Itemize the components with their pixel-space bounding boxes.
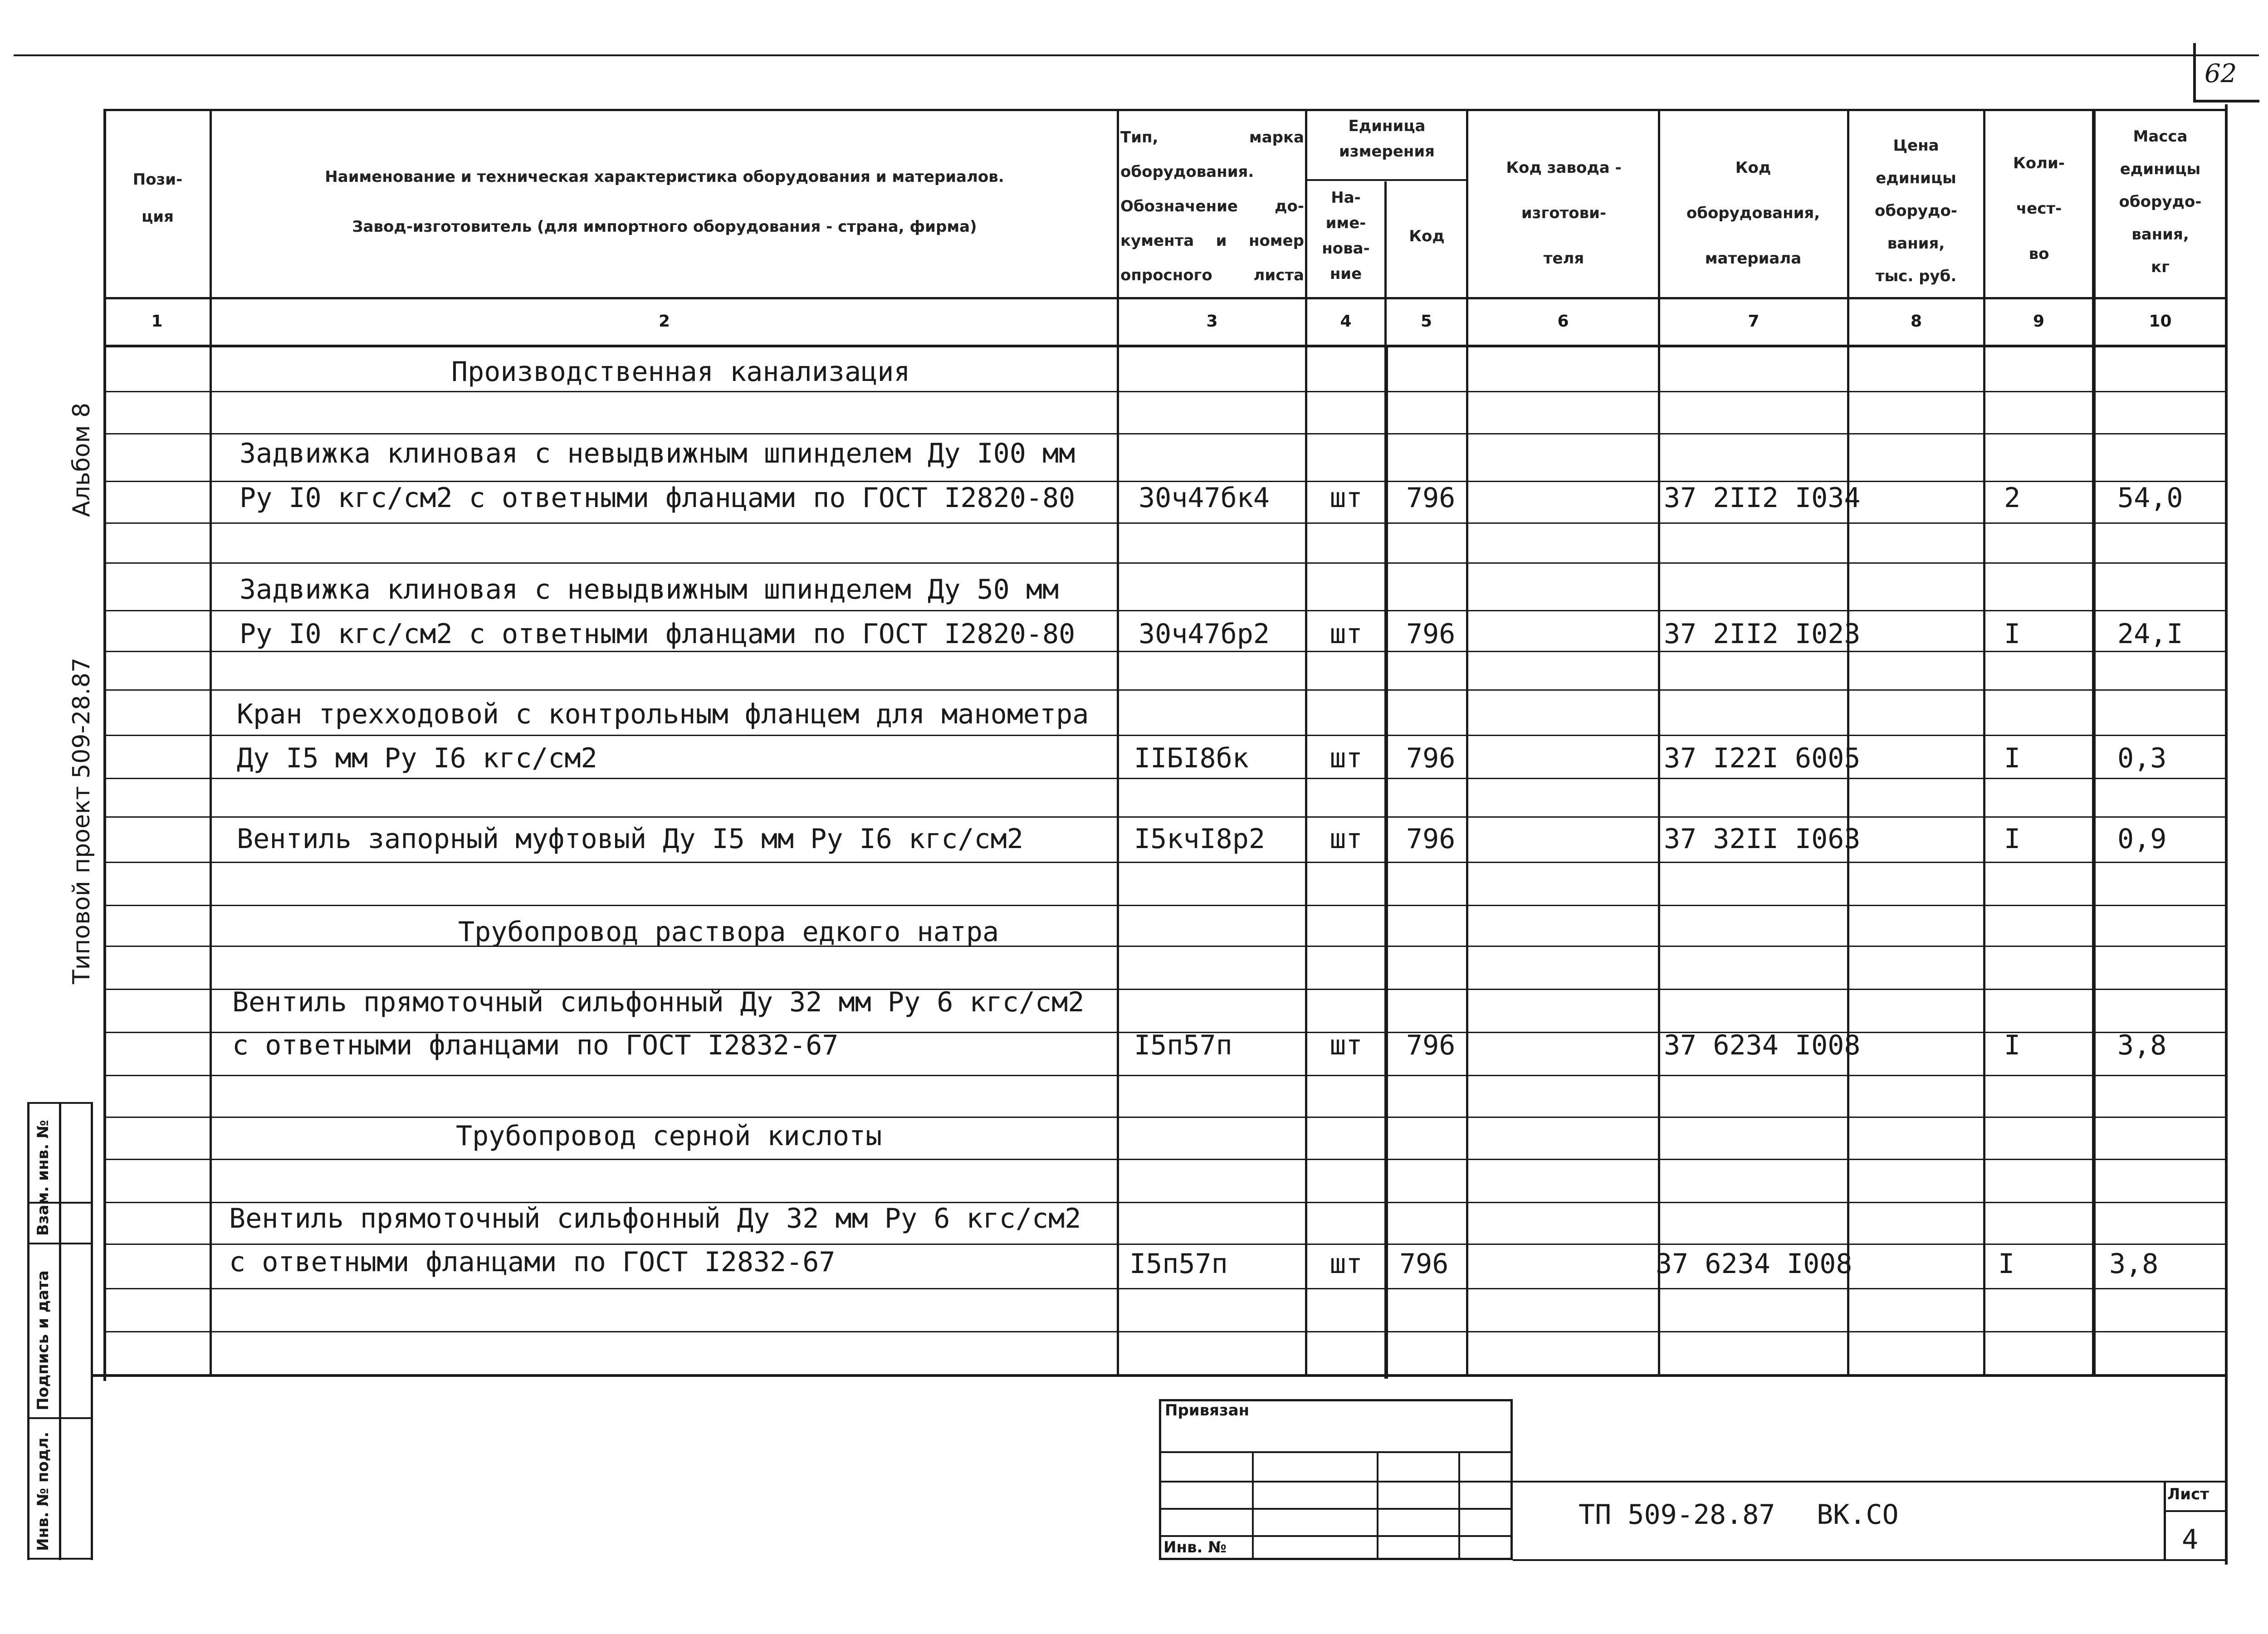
item-name-line: Задвижка клиновая с невыдвижным шпинделем Ду 50 мм bbox=[240, 574, 1059, 605]
item-mass: 3,8 bbox=[2117, 1029, 2167, 1061]
col-number: 8 bbox=[1910, 312, 1922, 331]
row-line bbox=[103, 1331, 2226, 1332]
item-unit-code: 796 bbox=[1399, 1248, 1449, 1280]
row-line bbox=[103, 946, 2226, 947]
header-price: Цена единицы оборудо- вания, тыс. руб. bbox=[1875, 137, 1957, 285]
unit-subheader-line bbox=[1305, 179, 1468, 181]
row-line bbox=[103, 735, 2226, 736]
item-type: I5п57п bbox=[1134, 1029, 1232, 1061]
header-unit-code: Код bbox=[1409, 227, 1445, 245]
row-line bbox=[103, 522, 2226, 524]
item-type: I5п57п bbox=[1129, 1248, 1228, 1280]
item-mass: 0,9 bbox=[2117, 823, 2167, 855]
item-mass: 0,3 bbox=[2117, 742, 2167, 774]
col-number: 2 bbox=[658, 312, 670, 331]
item-name-line: Вентиль прямоточный сильфонный Ду 32 мм Ру 6 кгс/см2 bbox=[229, 1203, 1081, 1234]
item-type: 30ч47бр2 bbox=[1139, 618, 1270, 650]
item-quantity: I bbox=[1998, 1248, 2015, 1280]
item-equipment-code: 37 I22I 6005 bbox=[1664, 742, 1861, 774]
item-type: I5кчI8р2 bbox=[1134, 823, 1265, 855]
row-line bbox=[103, 1117, 2226, 1118]
col-number: 9 bbox=[2033, 312, 2045, 331]
stamp-replace-label: Взам. инв. № bbox=[34, 1120, 52, 1236]
inv-number-label: Инв. № bbox=[1163, 1538, 1227, 1556]
item-quantity: I bbox=[2004, 618, 2021, 650]
col-number: 3 bbox=[1206, 312, 1218, 331]
item-type: IIБI8бк bbox=[1134, 742, 1249, 774]
col-number: 7 bbox=[1748, 312, 1760, 331]
item-name-line: Задвижка клиновая с невыдвижным шпинделем Ду I00 мм bbox=[240, 438, 1075, 469]
col-sep-5 bbox=[1466, 111, 1468, 1376]
table-top-border bbox=[103, 109, 2226, 111]
item-unit-code: 796 bbox=[1406, 1029, 1456, 1061]
item-name-line: с ответными фланцами по ГОСТ I2832-67 bbox=[232, 1029, 839, 1061]
item-type: 30ч47бк4 bbox=[1139, 482, 1270, 514]
item-name-line: Ду I5 мм Ру I6 кгс/см2 bbox=[237, 742, 597, 774]
row-line bbox=[103, 562, 2226, 564]
col-sep-3 bbox=[1305, 111, 1307, 1376]
item-unit-code: 796 bbox=[1406, 742, 1456, 774]
attached-col bbox=[1458, 1451, 1460, 1560]
row-line bbox=[103, 1244, 2226, 1245]
header-bottom-line-1 bbox=[103, 297, 2226, 299]
col-sep-9 bbox=[2092, 111, 2096, 1376]
side-album-label: Альбом 8 bbox=[68, 402, 95, 517]
col-sep-2 bbox=[1117, 111, 1119, 1376]
row-line bbox=[103, 778, 2226, 779]
header-manufacturer-code: Код завода - изготови- теля bbox=[1506, 159, 1622, 268]
item-unit-code: 796 bbox=[1406, 482, 1456, 514]
stamp-strip-line bbox=[27, 1243, 93, 1244]
header-mass: Масса единицы оборудо- вания, кг bbox=[2119, 127, 2202, 276]
row-line bbox=[103, 816, 2226, 818]
item-unit: шт bbox=[1330, 1248, 1363, 1280]
item-unit: шт bbox=[1330, 618, 1363, 650]
document-code: ТП 509-28.87 bbox=[1579, 1499, 1775, 1531]
item-mass: 54,0 bbox=[2117, 482, 2183, 514]
stamp-strip-line bbox=[27, 1558, 93, 1560]
title-bottom-line bbox=[1513, 1559, 2227, 1561]
header-bottom-line-2 bbox=[103, 345, 2226, 347]
stamp-inv-label: Инв. № подл. bbox=[34, 1431, 52, 1551]
stamp-strip-left bbox=[27, 1102, 29, 1560]
section-title: Трубопровод серной кислоты bbox=[456, 1120, 882, 1152]
attached-label: Привязан bbox=[1165, 1401, 1250, 1419]
col-sep-1 bbox=[210, 111, 212, 1376]
col-number: 5 bbox=[1420, 312, 1432, 331]
header-equipment-code: Код оборудования, материала bbox=[1686, 159, 1820, 268]
header-quantity: Коли- чест- во bbox=[2013, 154, 2065, 263]
item-mass: 24,I bbox=[2117, 618, 2183, 650]
row-line bbox=[103, 610, 2226, 611]
item-name-line: Ру I0 кгс/см2 с ответными фланцами по ГОСТ I2820-80 bbox=[240, 618, 1075, 650]
item-unit: шт bbox=[1330, 742, 1363, 774]
top-border-line bbox=[14, 54, 2259, 56]
row-line bbox=[103, 433, 2226, 434]
sheet-label: Лист bbox=[2167, 1485, 2209, 1503]
item-name-line: Вентиль прямоточный сильфонный Ду 32 мм Ру 6 кгс/см2 bbox=[232, 986, 1085, 1018]
stamp-strip-line bbox=[27, 1102, 93, 1104]
item-unit: шт bbox=[1330, 482, 1363, 514]
item-unit-code: 796 bbox=[1406, 823, 1456, 855]
table-left-border bbox=[103, 111, 106, 1381]
stamp-strip-mid bbox=[59, 1102, 61, 1560]
header-unit-name: На- име- нова- ние bbox=[1322, 189, 1370, 283]
item-quantity: I bbox=[2004, 823, 2021, 855]
item-quantity: I bbox=[2004, 742, 2021, 774]
attached-col bbox=[1252, 1451, 1254, 1560]
header-type: Тип, марка оборудования. Обозначение до- кумента и номер опросного листа bbox=[1120, 128, 1304, 284]
col-sep-6 bbox=[1658, 111, 1660, 1376]
row-line bbox=[103, 1159, 2226, 1160]
header-name: Наименование и техническая характеристика оборудования и материалов. Завод-изготовитель (для импортного оборудования - страна, фирма) bbox=[325, 168, 1004, 236]
row-line bbox=[103, 1288, 2226, 1289]
item-quantity: I bbox=[2004, 1029, 2021, 1061]
item-unit-code: 796 bbox=[1406, 618, 1456, 650]
item-unit: шт bbox=[1330, 823, 1363, 855]
header-position: Пози- ция bbox=[132, 171, 183, 226]
row-line bbox=[103, 1075, 2226, 1076]
stamp-signature-label: Подпись и дата bbox=[34, 1270, 52, 1410]
table-right-border bbox=[2225, 104, 2228, 1565]
row-line bbox=[103, 391, 2226, 392]
row-line bbox=[103, 905, 2226, 906]
item-name-line: Ру I0 кгс/см2 с ответными фланцами по ГОСТ I2820-80 bbox=[240, 482, 1075, 514]
col-number: 4 bbox=[1340, 312, 1352, 331]
col-number: 1 bbox=[151, 312, 163, 331]
stamp-strip-right bbox=[91, 1102, 93, 1560]
item-equipment-code: 37 32II I063 bbox=[1664, 823, 1861, 855]
attached-col bbox=[1377, 1451, 1378, 1560]
item-name-line: с ответными фланцами по ГОСТ I2832-67 bbox=[229, 1246, 836, 1278]
col-number: 6 bbox=[1557, 312, 1569, 331]
item-quantity: 2 bbox=[2004, 482, 2021, 514]
table-bottom-line bbox=[91, 1374, 2227, 1377]
item-equipment-code: 37 6234 I008 bbox=[1656, 1248, 1853, 1280]
item-name-line: Вентиль запорный муфтовый Ду I5 мм Ру I6 кгс/см2 bbox=[237, 823, 1023, 855]
stamp-strip-line bbox=[27, 1417, 93, 1419]
sheet-number: 4 bbox=[2182, 1524, 2199, 1556]
item-name-line: Кран трехходовой с контрольным фланцем для манометра bbox=[237, 698, 1089, 730]
section-title: Трубопровод раствора едкого натра bbox=[458, 916, 999, 948]
col-number: 10 bbox=[2149, 312, 2172, 331]
row-line bbox=[103, 689, 2226, 691]
sheet-box-line bbox=[2164, 1510, 2227, 1512]
col-sep-8 bbox=[1983, 111, 1985, 1376]
side-project-label: Типовой проект 509-28.87 bbox=[68, 657, 95, 984]
item-unit: шт bbox=[1330, 1029, 1363, 1061]
header-unit: Единица измерения bbox=[1339, 117, 1435, 161]
section-title: Производственная канализация bbox=[451, 356, 910, 388]
title-main-line bbox=[1513, 1481, 2227, 1483]
item-equipment-code: 37 2II2 I023 bbox=[1664, 618, 1861, 650]
item-mass: 3,8 bbox=[2109, 1248, 2159, 1280]
document-suffix: ВК.СО bbox=[1817, 1499, 1899, 1531]
row-line bbox=[103, 862, 2226, 863]
row-line bbox=[103, 651, 2226, 652]
sheet-corner-number: 62 bbox=[2204, 59, 2237, 88]
item-equipment-code: 37 2II2 I034 bbox=[1664, 482, 1861, 514]
item-equipment-code: 37 6234 I008 bbox=[1664, 1029, 1861, 1061]
